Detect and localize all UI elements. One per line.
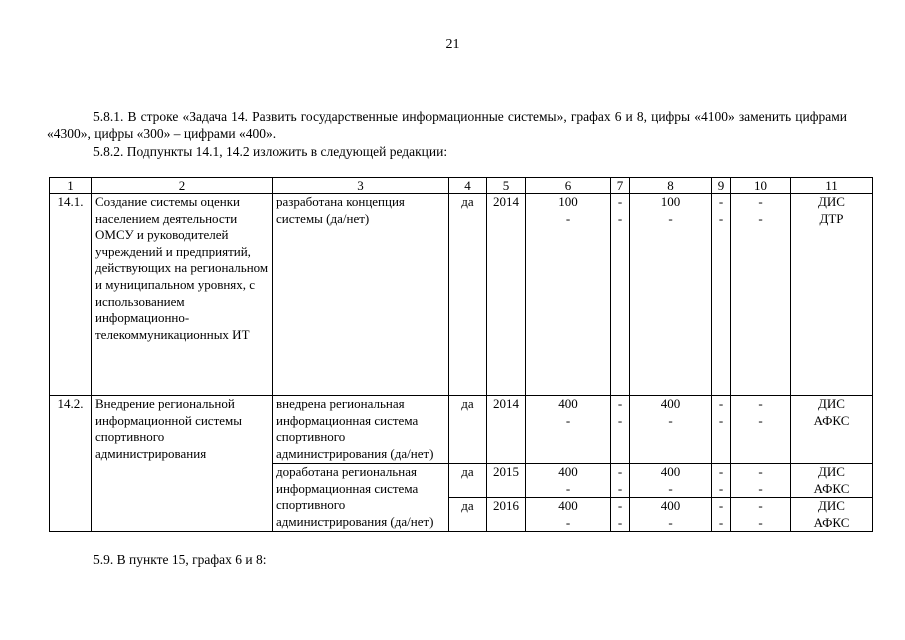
measure-name: Создание системы оценки населением деятельности ОМСУ и руководителей учреждений и предприятий, действующих на региональном и муниципальном уровнях, с использованием информационно-телекоммуникационных ИТ [92,194,273,396]
cell-col8: 400 - [630,498,712,532]
page-number: 21 [445,37,460,52]
cell-col7: - - [611,396,630,464]
cell-col10: - - [731,464,791,498]
cell-col6: 100 - [526,194,611,396]
column-header: 11 [791,178,873,194]
table-row [50,396,873,464]
cell-col7: - - [611,498,630,532]
cell-col10: - - [731,396,791,464]
cell-col4: да [449,464,487,498]
cell-col6: 400 - [526,396,611,464]
cell-col9: - - [712,464,731,498]
cell-col11: ДИС АФКС [791,396,873,464]
indicator-text: внедрена региональная информационная система спортивного администрирования (да/нет) [273,396,449,464]
cell-col6: 400 - [526,498,611,532]
column-header: 6 [526,178,611,194]
row-number: 14.2. [50,396,92,532]
cell-col5: 2014 [487,396,526,464]
cell-col9: - - [712,396,731,464]
cell-col8: 400 - [630,464,712,498]
cell-col7: - - [611,464,630,498]
cell-col4: да [449,396,487,464]
column-header: 5 [487,178,526,194]
cell-col11: ДИС ДТР [791,194,873,396]
cell-col11: ДИС АФКС [791,498,873,532]
indicator-text: разработана концепция системы (да/нет) [273,194,449,396]
cell-col4: да [449,498,487,532]
measure-name: Внедрение региональной информационной системы спортивного администрирования [92,396,273,532]
column-header: 1 [50,178,92,194]
cell-col9: - - [712,498,731,532]
cell-col10: - - [731,498,791,532]
paragraph-5-8-2: 5.8.2. Подпункты 14.1, 14.2 изложить в следующей редакции: [93,144,448,159]
table-header-row [50,178,873,194]
column-header: 10 [731,178,791,194]
indicator-text: доработана региональная информационная система спортивного администрирования (да/нет) [273,464,449,532]
cell-col5: 2015 [487,464,526,498]
column-header: 9 [712,178,731,194]
amendment-table [49,177,873,532]
column-header: 8 [630,178,712,194]
cell-col9: - - [712,194,731,396]
cell-col5: 2016 [487,498,526,532]
cell-col10: - - [731,194,791,396]
row-number: 14.1. [50,194,92,396]
cell-col6: 400 - [526,464,611,498]
column-header: 7 [611,178,630,194]
cell-col11: ДИС АФКС [791,464,873,498]
table-row [50,194,873,396]
cell-col4: да [449,194,487,396]
cell-col8: 100 - [630,194,712,396]
paragraph-5-8-1: 5.8.1. В строке «Задача 14. Развить государственные информационные системы», графах 6 и 8, цифры «4100» заменить цифрами «4300», цифры «300» – цифрами «400». [47,109,847,141]
cell-col7: - - [611,194,630,396]
cell-col8: 400 - [630,396,712,464]
column-header: 2 [92,178,273,194]
column-header: 4 [449,178,487,194]
paragraph-5-9: 5.9. В пункте 15, графах 6 и 8: [93,552,267,567]
column-header: 3 [273,178,449,194]
cell-col5: 2014 [487,194,526,396]
